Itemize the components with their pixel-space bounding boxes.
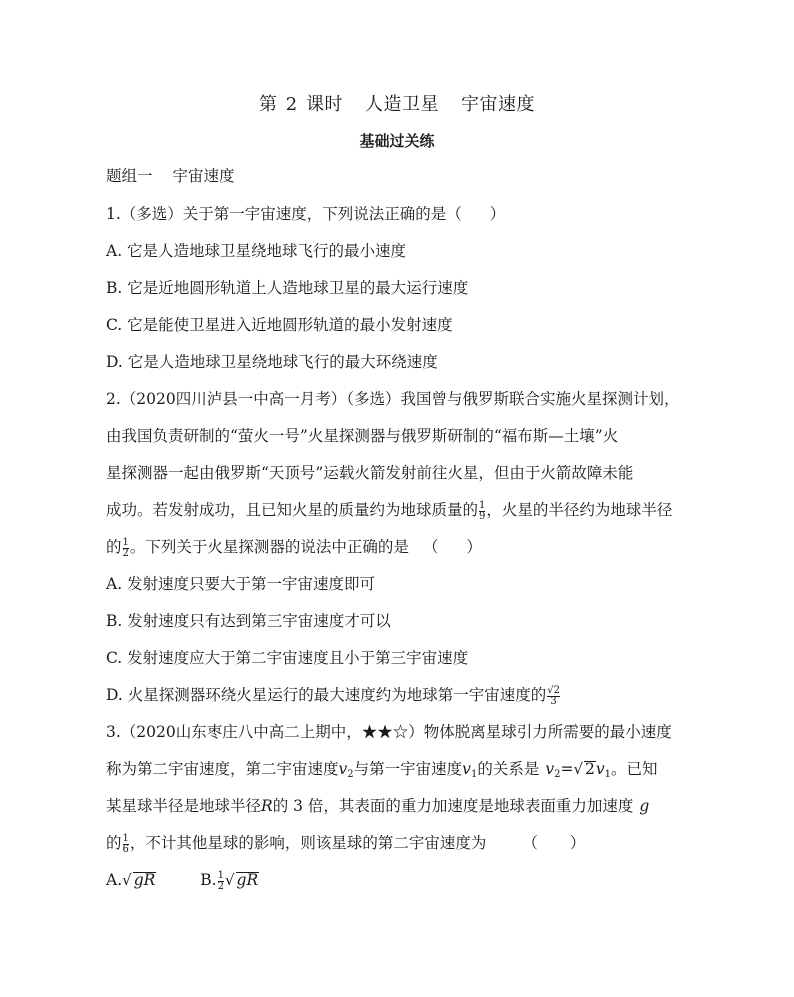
q2-close-paren: ） [466, 538, 482, 556]
q3-option-b: B. $\frac{1}{2}$ √ gR [200, 869, 259, 892]
q2-open-paren: （ [422, 538, 439, 556]
q3-r-symbol: R [261, 797, 273, 815]
q2-line-5-text-b: 。下列关于火星探测器的说法中正确的是 [129, 538, 409, 556]
q3-line-4-text-b: ，不计其他星球的影响，则该星球的第二宇宙速度为 [129, 834, 487, 852]
q3-v2-symbol: $v_2$ [338, 760, 354, 780]
q2-fraction-mass-num: 1 [479, 499, 486, 511]
q3-options [106, 870, 259, 892]
q3-equation: $v_2=√$ $2v_1$ [545, 760, 612, 780]
q3-fraction-den: 6 [122, 843, 129, 855]
q2-line-5-text-a: 的 [106, 538, 122, 556]
q3-option-b-expr: gR [236, 871, 259, 889]
q3-fraction [123, 834, 129, 855]
q1-stem-text: 1.（多选）关于第一宇宙速度，下列说法正确的是（ [106, 205, 462, 223]
q2-option-d [106, 685, 561, 707]
q3-line-2-text-a: 称为第二宇宙速度，第二宇宙速度 [106, 760, 339, 778]
q2-fraction-radius [123, 538, 129, 559]
q1-option-b: B. 它是近地圆形轨道上人造地球卫星的最大运行速度 [106, 279, 469, 297]
title-subtopic: 宇宙速度 [460, 94, 535, 115]
q1-close-paren: ） [489, 205, 506, 223]
q3-line-1: 3.（2020山东枣庄八中高二上期中，★★☆）物体脱离星球引力所需要的最小速度 [106, 723, 672, 741]
q2-line-5 [106, 537, 482, 559]
q3-close-paren: ） [569, 834, 586, 852]
q3-option-a-expr: gR [133, 871, 156, 889]
q2-fraction-mass-den: 9 [479, 510, 486, 522]
title-lesson: 第 2 课时 [259, 94, 343, 115]
group-label: 题组一 [106, 167, 153, 185]
q3-line-2-text-b: 与第一宇宙速度 [353, 760, 463, 778]
group-heading [106, 166, 235, 186]
group-name: 宇宙速度 [172, 167, 235, 185]
q1-option-a: A. 它是人造地球卫星绕地球飞行的最小速度 [106, 242, 407, 260]
q2-line-3: 星探测器一起由俄罗斯“天顶号”运载火箭发射前往火星，但由于火箭故障未能 [106, 464, 634, 482]
q3-fraction-num: 1 [122, 832, 129, 844]
q3-v1-symbol: $v_1$ [462, 760, 478, 780]
page-title [0, 90, 794, 116]
q3-line-3-text-b: 的 3 倍，其表面的重力加速度是地球表面重力加速度 [272, 797, 634, 815]
q1-option-c: C. 它是能使卫星进入近地圆形轨道的最小发射速度 [106, 316, 453, 334]
title-topic: 人造卫星 [364, 94, 439, 115]
q2-fraction-radius-num: 1 [122, 536, 129, 548]
section-subtitle: 基础过关练 [359, 132, 435, 150]
q1-stem [106, 204, 505, 224]
q1-option-d: D. 它是人造地球卫星绕地球飞行的最大环绕速度 [106, 353, 438, 371]
q3-line-2-text-c: 的关系是 [477, 760, 540, 778]
q3-line-4 [106, 833, 585, 855]
q3-line-3 [106, 796, 649, 816]
q3-option-b-fraction: $\frac{1}{2}$ [217, 869, 224, 892]
q2-line-4 [106, 500, 672, 522]
q2-option-d-den: 3 [547, 696, 560, 707]
q2-fraction-mass [479, 501, 485, 522]
q3-line-2-text-d: 。已知 [611, 760, 658, 778]
q3-line-4-text-a: 的 [106, 834, 122, 852]
q2-line-2: 由我国负责研制的“萤火一号”火星探测器与俄罗斯研制的“福布斯—土壤”火 [106, 427, 619, 445]
q3-line-3-text-a: 某星球半径是地球半径 [106, 797, 262, 815]
q3-g-symbol: g [639, 797, 650, 815]
q2-option-c: C. 发射速度应大于第二宇宙速度且小于第三宇宙速度 [106, 649, 469, 667]
q2-line-4-text-a: 成功。若发射成功，且已知火星的质量约为地球质量的 [106, 501, 479, 519]
q2-line-4-text-b: ，火星的半径约为地球半径 [486, 501, 673, 519]
q2-option-a: A. 发射速度只要大于第一宇宙速度即可 [106, 575, 376, 593]
q3-line-2 [106, 759, 658, 785]
q3-option-a: A.√ gR [106, 871, 156, 889]
q2-fraction-radius-den: 2 [122, 547, 129, 559]
q2-option-d-num: √2 [547, 684, 560, 696]
q2-option-d-fraction [547, 686, 560, 707]
q3-open-paren: （ [522, 834, 538, 852]
q2-option-d-text: D. 火星探测器环绕火星运行的最大速度约为地球第一宇宙速度的 [106, 686, 547, 704]
q2-option-b: B. 发射速度只有达到第三宇宙速度才可以 [106, 612, 391, 630]
q2-line-1: 2.（2020四川泸县一中高一月考）（多选）我国曾与俄罗斯联合实施火星探测计划， [106, 390, 680, 408]
